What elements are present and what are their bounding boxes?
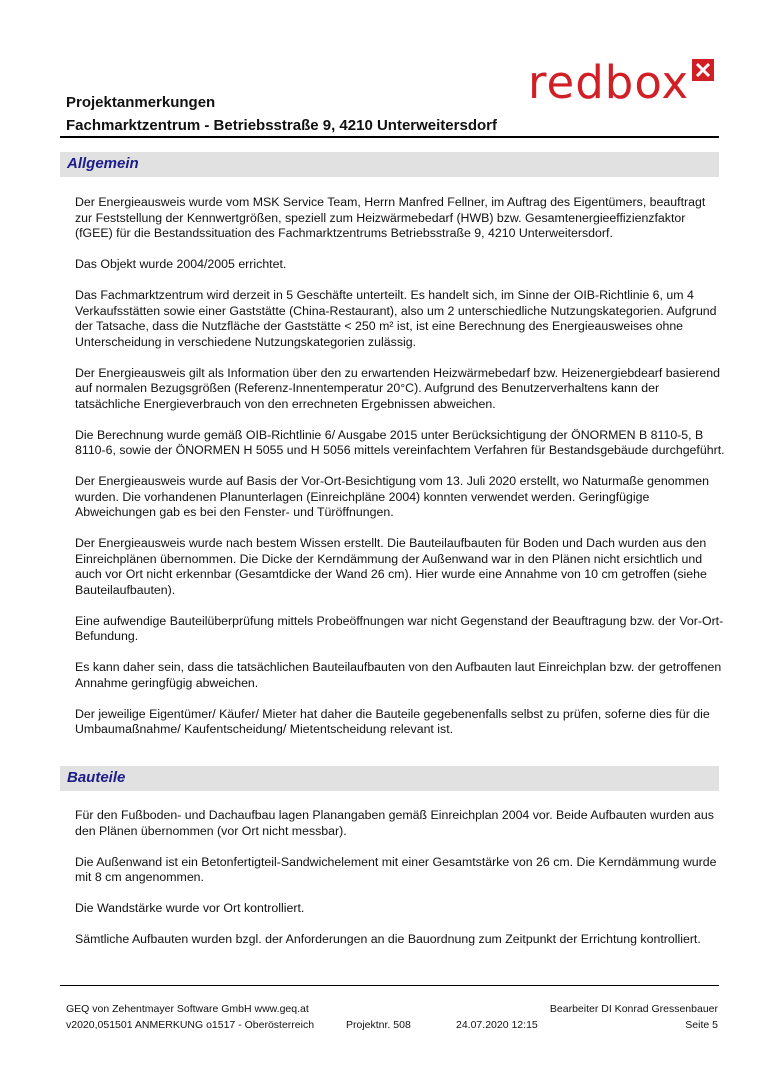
- footer-company: GEQ von Zehentmayer Software GmbH www.geq.at: [66, 1003, 309, 1015]
- paragraph: Der Energieausweis wurde auf Basis der Vor-Ort-Besichtigung vom 13. Juli 2020 erstellt, wo Naturmaße genommen wurden. Die vorhandenen Planunterlagen (Einreichpläne 2004) konnten verwendet werden. Geringfügige Abweichungen gab es bei den Fenster- und Türöffnungen.: [75, 474, 709, 519]
- section-heading: Allgemein: [67, 155, 139, 172]
- paragraph: Der Energieausweis wurde vom MSK Service Team, Herrn Manfred Fellner, im Auftrag des Eigentümers, beauftragt zur Feststellung der Kennwertgrößen, speziell zum Heizwärmebedarf (HWB) bzw. Gesamtenergieeffizienzfaktor (fGEE) für die Bestandssituation des Fachmarktzentrums Betriebsstraße 9, 4210 Unterweitersdorf.: [75, 195, 706, 240]
- footer-divider: [60, 985, 719, 986]
- paragraph: Der Energieausweis wurde nach bestem Wissen erstellt. Die Bauteilaufbauten für Boden und Dach wurden aus den Einreichplänen übernommen. Die Dicke der Kerndämmung der Außenwand war in den Plänen nicht ersichtlich und auch vor Ort nicht erkennbar (Gesamtdicke der Wand 26 cm). Hier wurde eine Annahme von 10 cm getroffen (siehe Bauteilaufbauten).: [75, 536, 707, 597]
- paragraph: Das Objekt wurde 2004/2005 errichtet.: [75, 257, 287, 271]
- paragraph: Die Außenwand ist ein Betonfertigteil-Sandwichelement mit einer Gesamtstärke von 26 cm. Die Kerndämmung wurde mit 8 cm angenommen.: [75, 854, 717, 884]
- paragraph: Das Fachmarktzentrum wird derzeit in 5 Geschäfte unterteilt. Es handelt sich, im Sinne der OIB-Richtlinie 6, um 4 Verkaufsstätten sowie einer Gaststätte (China-Restaurant), also um 2 unterschiedliche Nutzungskategorien. Aufgrund der Tatsache, dass die Nutzfläche der Gaststätte < 250 m² ist, ist eine Berechnung des Energieausweises ohne Unterscheidung in verschiedene Nutzungskategorien zulässig.: [75, 288, 717, 349]
- redbox-logo: [528, 58, 718, 110]
- paragraph: Für den Fußboden- und Dachaufbau lagen Planangaben gemäß Einreichplan 2004 vor. Beide Aufbauten wurden aus den Plänen übernommen (vor Ort nicht messbar).: [75, 808, 714, 838]
- section-header-allgemein: [60, 152, 719, 177]
- logo-wordmark: redbox: [528, 56, 690, 109]
- section-heading: Bauteile: [67, 769, 126, 786]
- footer-project-number: Projektnr. 508: [346, 1019, 411, 1031]
- footer-datetime: 24.07.2020 12:15: [456, 1019, 538, 1031]
- footer-version: v2020,051501 ANMERKUNG o1517 - Oberösterreich: [66, 1019, 315, 1031]
- paragraph: Eine aufwendige Bauteilüberprüfung mittels Probeöffnungen war nicht Gegenstand der Beauftragung bzw. der Vor-Ort-Befundung.: [75, 613, 724, 643]
- section-header-bauteile: [60, 766, 719, 791]
- paragraph: Der Energieausweis gilt als Information über den zu erwartenden Heizwärmebedarf bzw. Heizenergiebdearf basierend auf normalen Bezugsgrößen (Referenz-Innentemperatur 20°C). Aufgrund des Benutzerverhaltens kann der tatsächliche Energieverbrauch von den errechneten Ergebnissen abweichen.: [75, 365, 720, 411]
- section-body-bauteile: [75, 808, 725, 963]
- paragraph: Die Wandstärke wurde vor Ort kontrolliert.: [75, 901, 305, 915]
- document-subtitle: Fachmarktzentrum - Betriebsstraße 9, 4210 Unterweitersdorf: [66, 117, 497, 134]
- footer-page-number: Seite 5: [685, 1019, 718, 1031]
- paragraph: Der jeweilige Eigentümer/ Käufer/ Mieter hat daher die Bauteile gegebenenfalls selbst zu prüfen, soferne dies für die Umbaumaßnahme/ Kaufentscheidung/ Mietentscheidung relevant ist.: [75, 706, 710, 736]
- paragraph: Die Berechnung wurde gemäß OIB-Richtlinie 6/ Ausgabe 2015 unter Berücksichtigung der ÖNORMEN B 8110-5, B 8110-6, sowie der ÖNORMEN H 5055 und H 5056 mittels vereinfachtem Verfahren für Bestandsgebäude durchgeführt.: [75, 427, 725, 457]
- logo-x-badge: [692, 59, 714, 81]
- x-icon: [692, 59, 714, 81]
- document-title: Projektanmerkungen: [66, 94, 216, 111]
- paragraph: Es kann daher sein, dass die tatsächlichen Bauteilaufbauten von den Aufbauten laut Einreichplan bzw. der getroffenen Annahme geringfügig abweichen.: [75, 660, 722, 690]
- section-body-allgemein: [75, 195, 725, 753]
- footer-author: Bearbeiter DI Konrad Gressenbauer: [549, 1003, 718, 1015]
- paragraph: Sämtliche Aufbauten wurden bzgl. der Anforderungen an die Bauordnung zum Zeitpunkt der Errichtung kontrolliert.: [75, 932, 701, 946]
- header-divider: [60, 136, 719, 138]
